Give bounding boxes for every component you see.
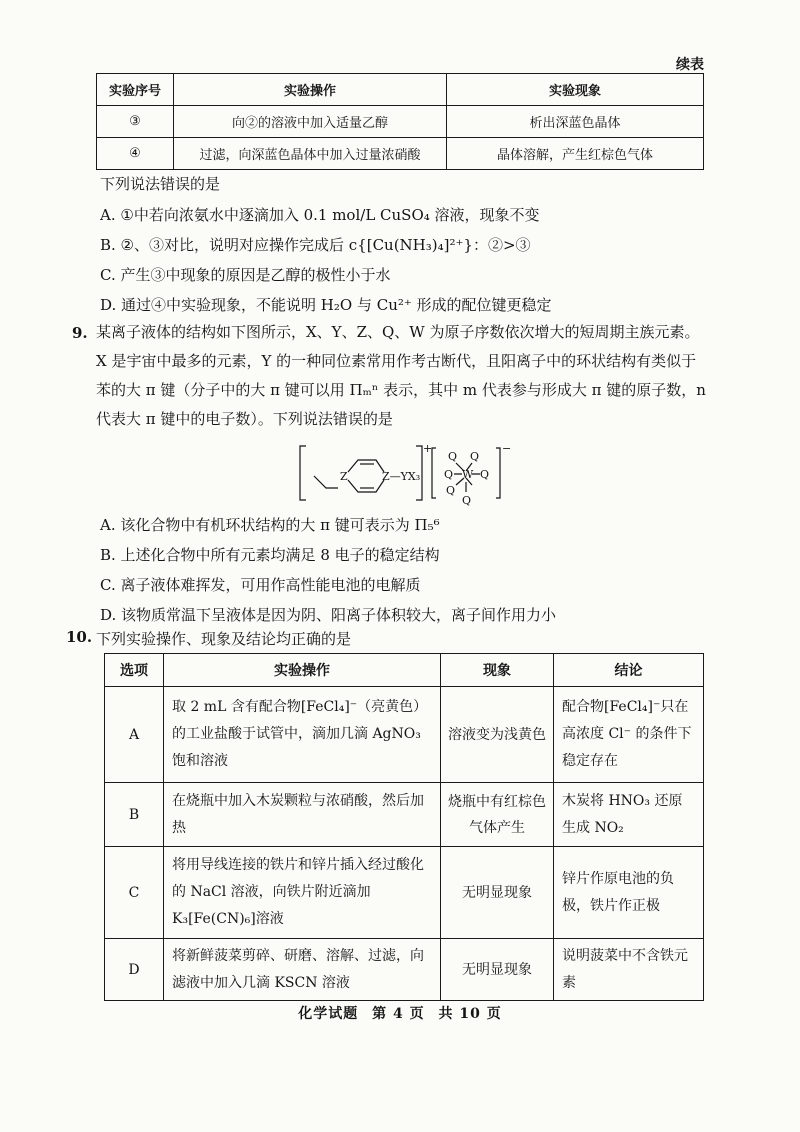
cell-operation: 取 2 mL 含有配合物[FeCl₄]⁻（亮黄色）的工业盐酸于试管中，滴加几滴 AgNO₃ 饱和溶液 (164, 687, 441, 783)
header-cell: 结论 (554, 654, 704, 687)
q8-option-c: C. 产生③中现象的原因是乙醇的极性小于水 (100, 266, 391, 284)
cell-phenomenon: 烧瓶中有红棕色气体产生 (441, 783, 554, 847)
q9-stem: 某离子液体的结构如下图所示，X、Y、Z、Q、W 为原子序数依次增大的短周期主族元素。X 是宇宙中最多的元素，Y 的一种同位素常用作考古断代，且阳离子中的环状结构有类似于苯的大 π 键（分子中的大 π 键可以用 Πₘⁿ 表示，其中 m 代表参与形成大 π 键的原子数，n 代表大 π 键中的电子数）。下列说法错误的是 (96, 323, 706, 428)
continued-label: 续表 (676, 57, 704, 73)
header-cell: 实验操作 (164, 654, 441, 687)
atom-z-right-yx3: Z—YX₃ (382, 470, 421, 483)
cell-index: ④ (97, 138, 174, 170)
cell-option: A (105, 687, 164, 783)
header-cell: 选项 (105, 654, 164, 687)
table-row (105, 687, 704, 783)
cell-phenomenon: 析出深蓝色晶体 (447, 106, 704, 138)
cell-phenomenon: 无明显现象 (441, 847, 554, 939)
table-row (97, 106, 704, 138)
header-cell: 实验现象 (447, 74, 704, 106)
cell-operation: 将新鲜菠菜剪碎、研磨、溶解、过滤，向滤液中加入几滴 KSCN 溶液 (164, 939, 441, 1001)
cell-conclusion: 锌片作原电池的负极，铁片作正极 (554, 847, 704, 939)
q9-option-b: B. 上述化合物中所有元素均满足 8 电子的稳定结构 (100, 546, 440, 564)
table-row (105, 783, 704, 847)
q9-option-a: A. 该化合物中有机环状结构的大 π 键可表示为 Π₅⁶ (100, 516, 440, 534)
cell-operation: 过滤，向深蓝色晶体中加入过量浓硝酸 (174, 138, 447, 170)
cell-conclusion: 木炭将 HNO₃ 还原生成 NO₂ (554, 783, 704, 847)
atom-q: Q (444, 468, 454, 481)
cell-conclusion: 说明菠菜中不含铁元素 (554, 939, 704, 1001)
cell-option: D (105, 939, 164, 1001)
cation-charge: + (423, 442, 433, 455)
cell-operation: 向②的溶液中加入适量乙醇 (174, 106, 447, 138)
cell-index: ③ (97, 106, 174, 138)
footer-subject: 化学试题 (298, 1006, 359, 1022)
header-cell: 现象 (441, 654, 554, 687)
cell-phenomenon: 晶体溶解，产生红棕色气体 (447, 138, 704, 170)
footer-page: 第 4 页 (372, 1006, 425, 1022)
table-row (105, 847, 704, 939)
q8-option-b: B. ②、③对比，说明对应操作完成后 c{[Cu(NH₃)₄]²⁺}：②>③ (100, 236, 531, 254)
cell-operation: 在烧瓶中加入木炭颗粒与浓硝酸，然后加热 (164, 783, 441, 847)
q8-prompt: 下列说法错误的是 (100, 175, 221, 193)
header-cell: 实验操作 (174, 74, 447, 106)
atom-q: Q (470, 450, 480, 463)
cell-phenomenon: 无明显现象 (441, 939, 554, 1001)
atom-q: Q (448, 450, 458, 463)
header-cell: 实验序号 (97, 74, 174, 106)
cell-conclusion: 配合物[FeCl₄]⁻只在高浓度 Cl⁻ 的条件下稳定存在 (554, 687, 704, 783)
atom-q: Q (446, 484, 456, 497)
atom-q: Q (462, 494, 472, 507)
q10-number: 10. (66, 628, 93, 646)
page-footer (0, 1003, 800, 1023)
anion-charge: − (502, 442, 512, 455)
q9-number: 9. (72, 324, 88, 342)
table-header-row (97, 74, 704, 106)
q9-option-c: C. 离子液体难挥发，可用作高性能电池的电解质 (100, 576, 421, 594)
q9-option-d: D. 该物质常温下呈液体是因为阴、阳离子体积较大，离子间作用力小 (100, 606, 557, 624)
table-header-row (105, 654, 704, 687)
cell-option: C (105, 847, 164, 939)
atom-q: Q (480, 468, 490, 481)
table-row (105, 939, 704, 1001)
q8-option-d: D. 通过④中实验现象，不能说明 H₂O 与 Cu²⁺ 形成的配位键更稳定 (100, 296, 552, 314)
atom-z-left: Z (340, 470, 348, 483)
footer-total: 共 10 页 (438, 1006, 502, 1022)
experiment-table-q10 (104, 653, 704, 1001)
q8-option-a: A. ①中若向浓氨水中逐滴加入 0.1 mol/L CuSO₄ 溶液，现象不变 (100, 206, 540, 224)
experiment-table-continued (96, 73, 704, 170)
table-row (97, 138, 704, 170)
atom-w: W (462, 468, 474, 481)
q10-stem: 下列实验操作、现象及结论均正确的是 (96, 630, 352, 648)
cell-operation: 将用导线连接的铁片和锌片插入经过酸化的 NaCl 溶液，向铁片附近滴加 K₃[Fe(CN)₆]溶液 (164, 847, 441, 939)
ionic-liquid-structure (296, 438, 516, 508)
cell-option: B (105, 783, 164, 847)
cell-phenomenon: 溶液变为浅黄色 (441, 687, 554, 783)
